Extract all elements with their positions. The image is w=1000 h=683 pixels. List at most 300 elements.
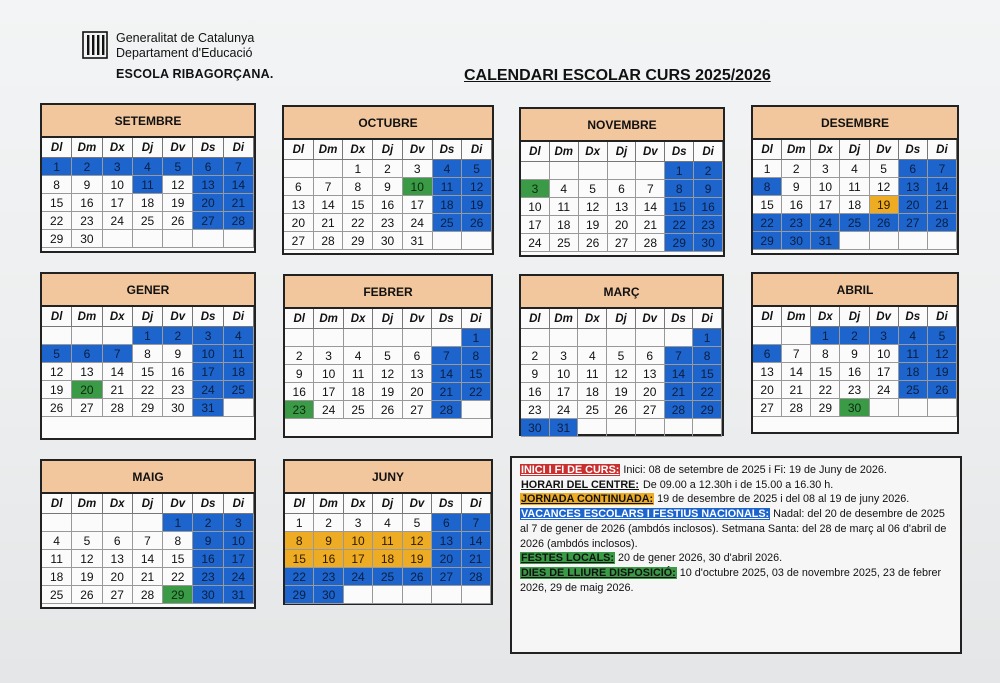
day-cell: 1 — [462, 329, 491, 347]
day-cell: 28 — [314, 232, 344, 250]
day-cell: 5 — [72, 532, 102, 550]
day-cell: 26 — [870, 214, 899, 232]
day-cell: 23 — [782, 214, 811, 232]
day-cell: 3 — [870, 327, 899, 345]
day-cell: 25 — [578, 401, 607, 419]
month-name: NOVEMBRE — [521, 109, 723, 142]
day-cell: 4 — [133, 158, 163, 176]
day-cell: 10 — [870, 345, 899, 363]
day-cell: 26 — [928, 381, 957, 399]
day-cell: 1 — [285, 514, 314, 532]
day-cell: 23 — [285, 401, 314, 419]
day-cell: 20 — [103, 568, 133, 586]
day-cell: 4 — [433, 160, 463, 178]
day-cell: 22 — [343, 214, 373, 232]
day-cell: 8 — [811, 345, 840, 363]
day-cell: 16 — [163, 363, 193, 381]
empty-cell — [133, 514, 163, 532]
day-cell: 23 — [373, 214, 403, 232]
day-cell: 7 — [314, 178, 344, 196]
day-cell: 22 — [163, 568, 193, 586]
weekday-header: Dx — [344, 309, 373, 329]
weekday-header: Dm — [314, 494, 343, 514]
day-cell: 6 — [899, 160, 928, 178]
legend-item — [520, 492, 952, 507]
day-cell: 2 — [373, 160, 403, 178]
day-cell: 10 — [193, 345, 223, 363]
day-cell: 10 — [811, 178, 840, 196]
day-cell: 22 — [42, 212, 72, 230]
month-name: MAIG — [42, 461, 254, 494]
weekday-header: Ds — [433, 140, 463, 160]
weekday-header: Di — [224, 138, 254, 158]
day-cell: 26 — [462, 214, 492, 232]
day-cell: 3 — [521, 180, 550, 198]
month-febrer — [283, 274, 493, 438]
empty-cell — [42, 514, 72, 532]
weekday-header: Dj — [133, 138, 163, 158]
legend-text: 20 de gener 2026, 30 d'abril 2026. — [614, 552, 783, 565]
day-cell: 11 — [899, 345, 928, 363]
day-cell: 24 — [403, 214, 433, 232]
day-cell: 9 — [840, 345, 869, 363]
day-cell: 24 — [314, 401, 343, 419]
day-cell: 15 — [343, 196, 373, 214]
day-cell: 18 — [344, 383, 373, 401]
day-cell: 21 — [314, 214, 344, 232]
empty-cell — [373, 329, 402, 347]
legend-box — [510, 456, 962, 654]
legend-item — [520, 566, 952, 595]
day-cell: 8 — [462, 347, 491, 365]
weekday-header: Dv — [636, 309, 665, 329]
day-cell: 8 — [753, 178, 782, 196]
day-cell: 19 — [928, 363, 957, 381]
day-cell: 26 — [607, 401, 636, 419]
day-cell: 21 — [432, 383, 461, 401]
organization-name — [116, 31, 254, 61]
day-cell: 25 — [133, 212, 163, 230]
day-cell: 11 — [224, 345, 254, 363]
day-cell: 5 — [928, 327, 957, 345]
empty-cell — [373, 586, 402, 604]
day-cell: 17 — [193, 363, 223, 381]
day-cell: 1 — [811, 327, 840, 345]
day-cell: 11 — [344, 365, 373, 383]
empty-cell — [521, 329, 550, 347]
weekday-header: Dx — [579, 142, 608, 162]
day-cell: 13 — [608, 198, 637, 216]
day-cell: 17 — [314, 383, 343, 401]
day-cell: 6 — [103, 532, 133, 550]
empty-cell — [462, 401, 491, 419]
legend-text: 10 d'octubre 2025, 03 de novembre 2025, 23 de febrer 2026, 29 de maig 2026. — [520, 566, 942, 594]
month-gener — [40, 272, 256, 440]
day-cell: 5 — [373, 347, 402, 365]
day-cell: 11 — [133, 176, 163, 194]
day-cell: 12 — [42, 363, 72, 381]
weekday-header: Dj — [840, 140, 869, 160]
empty-cell — [403, 586, 432, 604]
day-cell: 24 — [224, 568, 254, 586]
day-cell: 4 — [373, 514, 402, 532]
weekday-header: Dm — [72, 494, 102, 514]
day-cell: 22 — [133, 381, 163, 399]
day-cell: 27 — [753, 399, 782, 417]
day-cell: 24 — [193, 381, 223, 399]
month-name: JUNY — [285, 461, 491, 494]
day-cell: 24 — [811, 214, 840, 232]
day-cell: 24 — [550, 401, 579, 419]
day-cell: 26 — [579, 234, 608, 252]
empty-cell — [42, 327, 72, 345]
weekday-header: Di — [462, 140, 492, 160]
day-cell: 22 — [665, 216, 694, 234]
weekday-header: Dm — [72, 307, 102, 327]
day-cell: 15 — [133, 363, 163, 381]
day-cell: 22 — [462, 383, 491, 401]
day-cell: 5 — [163, 158, 193, 176]
day-cell: 31 — [811, 232, 840, 250]
day-cell: 25 — [42, 586, 72, 604]
weekday-header: Dl — [284, 140, 314, 160]
day-cell: 8 — [665, 180, 694, 198]
day-cell: 11 — [373, 532, 402, 550]
day-cell: 19 — [462, 196, 492, 214]
day-cell: 12 — [607, 365, 636, 383]
day-cell: 26 — [42, 399, 72, 417]
day-cell: 5 — [403, 514, 432, 532]
day-cell: 9 — [314, 532, 343, 550]
weekday-header: Dv — [403, 309, 432, 329]
day-cell: 28 — [928, 214, 957, 232]
weekday-header: Di — [928, 307, 957, 327]
day-cell: 14 — [314, 196, 344, 214]
day-cell: 13 — [403, 365, 432, 383]
empty-cell — [607, 419, 636, 437]
empty-cell — [462, 232, 492, 250]
day-cell: 21 — [636, 216, 665, 234]
day-cell: 10 — [103, 176, 133, 194]
day-cell: 4 — [550, 180, 579, 198]
empty-cell — [899, 399, 928, 417]
day-cell: 16 — [782, 196, 811, 214]
day-cell: 25 — [224, 381, 254, 399]
weekday-header: Dm — [550, 309, 579, 329]
weekday-header: Ds — [432, 494, 461, 514]
day-cell: 12 — [373, 365, 402, 383]
day-cell: 6 — [636, 347, 665, 365]
weekday-header: Ds — [193, 307, 223, 327]
weekday-header: Dj — [373, 309, 402, 329]
empty-cell — [521, 162, 550, 180]
day-cell: 17 — [103, 194, 133, 212]
empty-cell — [636, 162, 665, 180]
day-cell: 6 — [193, 158, 223, 176]
day-cell: 18 — [550, 216, 579, 234]
weekday-header: Ds — [665, 309, 694, 329]
day-cell: 3 — [224, 514, 254, 532]
day-cell: 21 — [665, 383, 694, 401]
empty-cell — [103, 514, 133, 532]
day-cell: 4 — [224, 327, 254, 345]
day-cell: 31 — [224, 586, 254, 604]
day-cell: 16 — [840, 363, 869, 381]
day-cell: 20 — [753, 381, 782, 399]
legend-item — [520, 463, 952, 478]
day-cell: 24 — [103, 212, 133, 230]
weekday-header: Dj — [133, 494, 163, 514]
weekday-header: Ds — [665, 142, 694, 162]
empty-cell — [344, 329, 373, 347]
weekday-header: Dj — [373, 140, 403, 160]
empty-cell — [578, 329, 607, 347]
empty-cell — [432, 586, 461, 604]
month-name: ABRIL — [753, 274, 957, 307]
day-cell: 2 — [694, 162, 723, 180]
day-cell: 11 — [550, 198, 579, 216]
day-cell: 23 — [193, 568, 223, 586]
day-cell: 20 — [193, 194, 223, 212]
empty-cell — [550, 329, 579, 347]
day-cell: 26 — [72, 586, 102, 604]
day-cell: 11 — [42, 550, 72, 568]
day-cell: 30 — [694, 234, 723, 252]
day-cell: 8 — [133, 345, 163, 363]
empty-cell — [314, 160, 344, 178]
day-cell: 27 — [432, 568, 461, 586]
day-cell: 16 — [694, 198, 723, 216]
empty-cell — [133, 230, 163, 248]
day-cell: 19 — [42, 381, 72, 399]
day-cell: 16 — [72, 194, 102, 212]
day-cell: 2 — [285, 347, 314, 365]
day-cell: 2 — [782, 160, 811, 178]
day-cell: 28 — [782, 399, 811, 417]
day-cell: 17 — [344, 550, 373, 568]
empty-cell — [314, 329, 343, 347]
day-cell: 8 — [285, 532, 314, 550]
empty-cell — [432, 329, 461, 347]
day-cell: 19 — [403, 550, 432, 568]
day-cell: 3 — [344, 514, 373, 532]
day-cell: 24 — [521, 234, 550, 252]
empty-cell — [433, 232, 463, 250]
weekday-header: Dm — [782, 307, 811, 327]
day-cell: 29 — [163, 586, 193, 604]
weekday-header: Dv — [870, 140, 899, 160]
weekday-header: Dl — [521, 142, 550, 162]
day-cell: 23 — [314, 568, 343, 586]
day-cell: 9 — [694, 180, 723, 198]
empty-cell — [403, 329, 432, 347]
day-cell: 12 — [163, 176, 193, 194]
day-cell: 9 — [373, 178, 403, 196]
day-cell: 27 — [899, 214, 928, 232]
day-cell: 27 — [636, 401, 665, 419]
org-line-2: Departament d'Educació — [116, 46, 253, 60]
weekday-header: Dl — [753, 307, 782, 327]
day-cell: 21 — [133, 568, 163, 586]
day-cell: 15 — [665, 198, 694, 216]
day-cell: 23 — [163, 381, 193, 399]
weekday-header: Dx — [103, 307, 133, 327]
day-cell: 3 — [103, 158, 133, 176]
day-cell: 29 — [811, 399, 840, 417]
day-cell: 10 — [224, 532, 254, 550]
day-cell: 23 — [72, 212, 102, 230]
month-maig — [40, 459, 256, 609]
day-cell: 30 — [193, 586, 223, 604]
day-cell: 30 — [373, 232, 403, 250]
day-cell: 4 — [840, 160, 869, 178]
weekday-header: Di — [462, 309, 491, 329]
day-cell: 1 — [665, 162, 694, 180]
day-cell: 1 — [133, 327, 163, 345]
generalitat-logo-icon — [82, 31, 108, 59]
empty-cell — [72, 327, 102, 345]
weekday-header: Dl — [42, 494, 72, 514]
month-juny — [283, 459, 493, 605]
day-cell: 17 — [521, 216, 550, 234]
weekday-header: Dj — [373, 494, 402, 514]
day-cell: 12 — [72, 550, 102, 568]
weekday-header: Dv — [636, 142, 665, 162]
legend-tag: VACANCES ESCOLARS I FESTIUS NACIONALS: — [521, 508, 770, 521]
page-title: CALENDARI ESCOLAR CURS 2025/2026 — [464, 67, 771, 84]
day-cell: 29 — [42, 230, 72, 248]
weekday-header: Dv — [870, 307, 899, 327]
day-cell: 19 — [72, 568, 102, 586]
weekday-header: Dl — [285, 309, 314, 329]
day-cell: 19 — [607, 383, 636, 401]
legend-text: 19 de desembre de 2025 i del 08 al 19 de juny 2026. — [654, 493, 910, 506]
day-cell: 9 — [72, 176, 102, 194]
weekday-header: Dl — [521, 309, 550, 329]
day-cell: 11 — [433, 178, 463, 196]
weekday-header: Ds — [899, 140, 928, 160]
day-cell: 16 — [373, 196, 403, 214]
month-name: FEBRER — [285, 276, 491, 309]
month-name: OCTUBRE — [284, 107, 492, 140]
day-cell: 28 — [103, 399, 133, 417]
day-cell: 4 — [42, 532, 72, 550]
day-cell: 1 — [343, 160, 373, 178]
day-cell: 18 — [840, 196, 869, 214]
weekday-header: Dv — [163, 307, 193, 327]
month-setembre — [40, 103, 256, 253]
day-cell: 15 — [42, 194, 72, 212]
day-cell: 27 — [193, 212, 223, 230]
day-cell: 19 — [579, 216, 608, 234]
day-cell: 14 — [928, 178, 957, 196]
weekday-header: Dx — [811, 140, 840, 160]
day-cell: 30 — [72, 230, 102, 248]
day-cell: 28 — [636, 234, 665, 252]
day-cell: 3 — [193, 327, 223, 345]
day-cell: 7 — [432, 347, 461, 365]
day-cell: 29 — [753, 232, 782, 250]
day-cell: 22 — [285, 568, 314, 586]
day-cell: 28 — [432, 401, 461, 419]
day-cell: 12 — [462, 178, 492, 196]
day-cell: 30 — [840, 399, 869, 417]
day-cell: 12 — [928, 345, 957, 363]
legend-item — [520, 478, 952, 493]
day-cell: 2 — [314, 514, 343, 532]
day-cell: 14 — [665, 365, 694, 383]
weekday-header: Dm — [550, 142, 579, 162]
day-cell: 1 — [753, 160, 782, 178]
weekday-header: Dj — [840, 307, 869, 327]
day-cell: 6 — [432, 514, 461, 532]
day-cell: 22 — [753, 214, 782, 232]
empty-cell — [224, 399, 254, 417]
day-cell: 2 — [163, 327, 193, 345]
day-cell: 30 — [782, 232, 811, 250]
day-cell: 20 — [432, 550, 461, 568]
day-cell: 17 — [403, 196, 433, 214]
empty-cell — [284, 160, 314, 178]
day-cell: 6 — [72, 345, 102, 363]
empty-cell — [462, 586, 491, 604]
day-cell: 16 — [314, 550, 343, 568]
day-cell: 13 — [899, 178, 928, 196]
day-cell: 18 — [578, 383, 607, 401]
weekday-header: Dl — [285, 494, 314, 514]
day-cell: 31 — [403, 232, 433, 250]
day-cell: 10 — [344, 532, 373, 550]
day-cell: 21 — [928, 196, 957, 214]
day-cell: 18 — [899, 363, 928, 381]
day-cell: 4 — [578, 347, 607, 365]
day-cell: 15 — [753, 196, 782, 214]
weekday-header: Di — [694, 142, 723, 162]
day-cell: 20 — [899, 196, 928, 214]
empty-cell — [693, 419, 722, 437]
day-cell: 20 — [284, 214, 314, 232]
day-cell: 23 — [840, 381, 869, 399]
day-cell: 13 — [72, 363, 102, 381]
day-cell: 11 — [840, 178, 869, 196]
day-cell: 15 — [693, 365, 722, 383]
day-cell: 21 — [103, 381, 133, 399]
day-cell: 19 — [163, 194, 193, 212]
day-cell: 27 — [608, 234, 637, 252]
weekday-header: Dv — [403, 494, 432, 514]
weekday-header: Dv — [163, 138, 193, 158]
day-cell: 30 — [521, 419, 550, 437]
day-cell: 28 — [133, 586, 163, 604]
empty-cell — [579, 162, 608, 180]
day-cell: 13 — [432, 532, 461, 550]
day-cell: 15 — [811, 363, 840, 381]
weekday-header: Dx — [103, 138, 133, 158]
day-cell: 14 — [782, 363, 811, 381]
day-cell: 16 — [285, 383, 314, 401]
day-cell: 26 — [373, 401, 402, 419]
weekday-header: Dv — [403, 140, 433, 160]
empty-cell — [578, 419, 607, 437]
day-cell: 27 — [403, 401, 432, 419]
legend-text: Nadal: del 20 de desembre de 2025 al 7 de gener de 2026 (ambdós inclosos). Setmana Santa: del 28 de març al 06 d'abril de 2026 (ambdós inclosos). — [520, 508, 947, 550]
empty-cell — [899, 232, 928, 250]
day-cell: 27 — [103, 586, 133, 604]
day-cell: 8 — [163, 532, 193, 550]
day-cell: 20 — [636, 383, 665, 401]
day-cell: 25 — [550, 234, 579, 252]
weekday-header: Dx — [344, 494, 373, 514]
